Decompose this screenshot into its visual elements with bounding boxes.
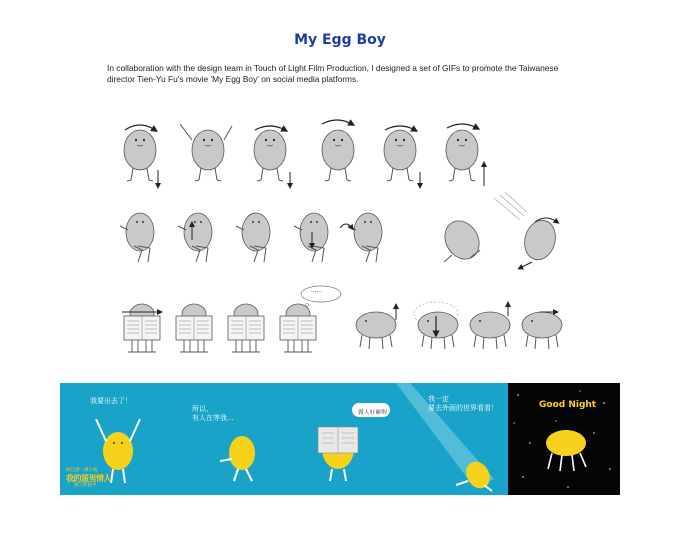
page-title: My Egg Boy xyxy=(294,32,386,48)
project-description: In collaboration with the design team in Touch of Light Film Production, I designed a set of GIFs to promote the Taiwanese director Tien-Yu Fu's movie 'My Egg Boy' on social media platforms. xyxy=(107,63,559,84)
gif-panel-4 xyxy=(396,383,508,495)
panel-caption: 所以， 有人在等我... xyxy=(192,405,234,422)
egg-boy-sitting xyxy=(172,383,284,495)
movie-logo: 柯佳嬿・潘小杨 我的蛋男情人 國立影視中 xyxy=(66,468,111,488)
speech-bubble-text: 做人好累喔 xyxy=(358,410,387,416)
egg-boy-reading-newspaper xyxy=(284,383,396,495)
row2-frames xyxy=(120,192,560,268)
gif-panel-5 xyxy=(508,383,620,495)
thought-bubble-text: ...... xyxy=(311,288,323,294)
row1-frames xyxy=(124,120,484,186)
gif-panel-1 xyxy=(60,383,172,495)
row3-frames xyxy=(122,286,562,352)
gif-panel-3 xyxy=(284,383,396,495)
panel-caption: 我要出去了！ xyxy=(90,397,132,405)
good-night-text: Good Night xyxy=(539,400,597,410)
gif-panel-2 xyxy=(172,383,284,495)
panel-caption: 我一定 要去外面的世界看看！ xyxy=(428,395,498,412)
